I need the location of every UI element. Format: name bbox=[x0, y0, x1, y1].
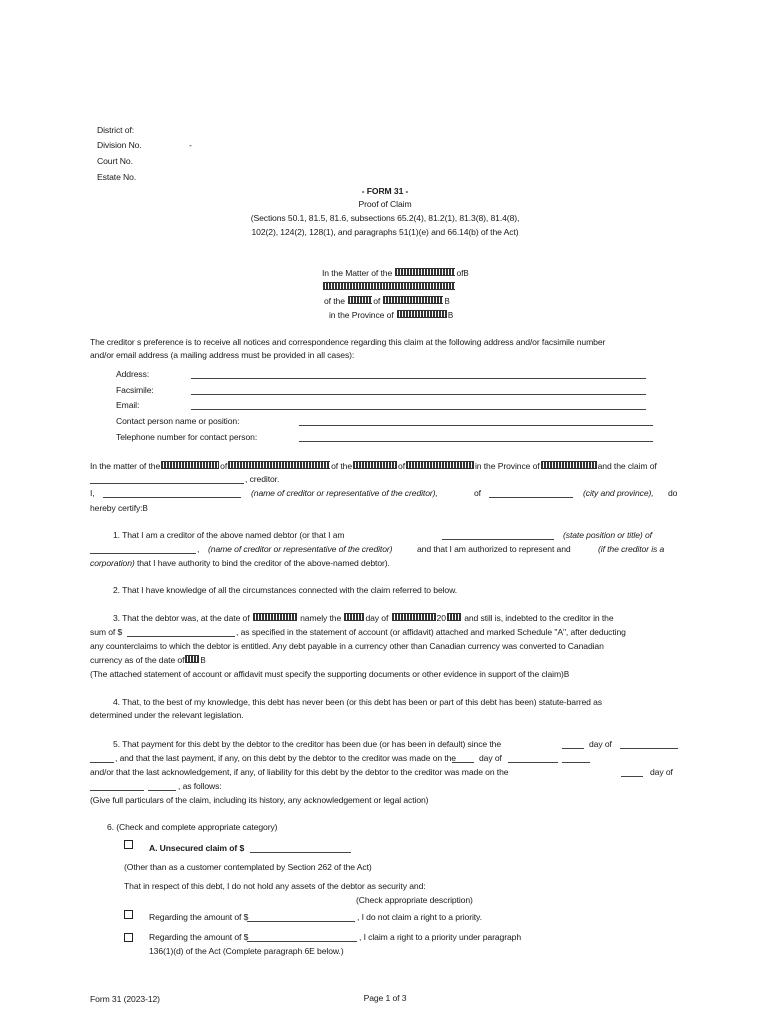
claim-of-the: of the bbox=[331, 461, 353, 471]
email-label: Email: bbox=[116, 400, 140, 410]
default-day-field[interactable] bbox=[562, 748, 584, 749]
item5-line-3: and/or that the last acknowledgement, if any, of liability for this debt by the debtor to the creditor was made on the bbox=[90, 767, 509, 777]
default-month-field[interactable] bbox=[620, 748, 678, 749]
item1-line-d: and that I am authorized to represent and bbox=[417, 544, 571, 554]
matter-of: of bbox=[456, 268, 464, 278]
check-description: (Check appropriate description) bbox=[356, 895, 473, 905]
i-city: (city and province), bbox=[583, 488, 654, 498]
default-year-field[interactable] bbox=[90, 762, 114, 763]
ack-month-field[interactable] bbox=[90, 790, 144, 791]
opt2-c: 136(1)(d) of the Act (Complete paragraph 6E below.) bbox=[149, 946, 344, 956]
division-label: Division No. bbox=[97, 140, 142, 150]
creditor-suffix: , creditor. bbox=[245, 474, 280, 484]
contact-person-label: Contact person name or position: bbox=[116, 416, 240, 426]
matter-line-4: in the Province of B bbox=[329, 310, 454, 320]
item3-b: namely the bbox=[300, 613, 342, 623]
ack-day-field[interactable] bbox=[621, 776, 643, 777]
address-field-line-2[interactable] bbox=[191, 394, 646, 395]
item3-sum-label: sum of $ bbox=[90, 627, 123, 637]
certifier-name-field[interactable] bbox=[103, 497, 241, 498]
telephone-label: Telephone number for contact person: bbox=[116, 432, 258, 442]
garbled-field bbox=[392, 613, 436, 621]
item1-line-2 bbox=[90, 558, 390, 569]
priority-amount-field[interactable] bbox=[247, 941, 357, 942]
garbled-field bbox=[541, 461, 597, 469]
payment-year-field[interactable] bbox=[562, 762, 590, 763]
priority-checkbox[interactable] bbox=[124, 933, 133, 942]
item5-dayof-2: day of bbox=[479, 753, 502, 763]
no-priority-amount-field[interactable] bbox=[247, 921, 355, 922]
item1-line-e: (if the creditor is a bbox=[598, 544, 665, 554]
item1-corporation: corporation) bbox=[90, 558, 135, 568]
unsecured-checkbox[interactable] bbox=[124, 840, 133, 849]
item4-line-2: determined under the relevant legislation. bbox=[90, 710, 244, 720]
position-field[interactable] bbox=[442, 539, 554, 540]
item1-comma: , bbox=[197, 544, 200, 554]
preference-line-2: and/or email address (a mailing address must be provided in all cases): bbox=[90, 350, 355, 360]
matter-line-3: of the of B bbox=[324, 296, 450, 306]
unsecured-respect: That in respect of this debt, I do not hold any assets of the debtor as security and: bbox=[124, 881, 426, 891]
item5-line-2: , and that the last payment, if any, on this debt by the debtor to the creditor was made on the bbox=[115, 753, 456, 763]
preference-line-1: The creditor s preference is to receive all notices and correspondence regarding this claim at the following address and/or facsimile number bbox=[90, 337, 606, 347]
form-title: Proof of Claim bbox=[358, 199, 412, 209]
garbled-field bbox=[383, 296, 443, 304]
email-field[interactable] bbox=[191, 409, 646, 410]
i-role: (name of creditor or representative of the creditor), bbox=[251, 488, 438, 498]
claim-of-2: of bbox=[398, 461, 405, 471]
footer-form: Form 31 (2023-12) bbox=[90, 994, 160, 1004]
i-do: do bbox=[668, 488, 678, 498]
matter-line-1: In the Matter of the ofB bbox=[322, 268, 469, 278]
address-field[interactable] bbox=[191, 378, 646, 379]
claim-matter-label: In the matter of the bbox=[90, 461, 161, 471]
court-label: Court No. bbox=[97, 156, 133, 166]
garbled-field bbox=[323, 282, 455, 290]
garbled-field bbox=[395, 268, 455, 276]
city-field[interactable] bbox=[489, 497, 573, 498]
contact-person-field[interactable] bbox=[299, 425, 653, 426]
item5-particulars: (Give full particulars of the claim, including its history, any acknowledgement or legal action) bbox=[90, 795, 429, 805]
item3-d: 20 bbox=[436, 613, 446, 623]
claim-of-label: and the claim of bbox=[597, 461, 657, 471]
sum-field[interactable] bbox=[127, 636, 235, 637]
item3-a: 3. That the debtor was, at the date of bbox=[113, 613, 250, 623]
garbled-field bbox=[161, 461, 219, 469]
matter-of-the: of the bbox=[324, 296, 345, 306]
opt1-b: , I do not claim a right to a priority. bbox=[357, 912, 482, 922]
telephone-field[interactable] bbox=[299, 441, 653, 442]
matter-label: In the Matter of the bbox=[322, 268, 393, 278]
matter-line-2 bbox=[322, 282, 456, 293]
ack-year-field[interactable] bbox=[148, 790, 176, 791]
matter-province: in the Province of bbox=[329, 310, 394, 320]
item2: 2. That I have knowledge of all the circumstances connected with the claim referred to below. bbox=[113, 585, 458, 595]
opt1-a: Regarding the amount of $ bbox=[149, 912, 249, 922]
item1-line-a: 1. That I am a creditor of the above named debtor (or that I am bbox=[113, 530, 345, 540]
item3-line-4: currency as of the date of B bbox=[90, 655, 206, 665]
garbled-field bbox=[253, 613, 297, 621]
item3-e: and still is, indebted to the creditor in the bbox=[464, 613, 614, 623]
creditor-field-2[interactable] bbox=[90, 553, 196, 554]
no-priority-checkbox[interactable] bbox=[124, 910, 133, 919]
payment-day-field[interactable] bbox=[452, 762, 474, 763]
item4-line-1: 4. That, to the best of my knowledge, this debt has never been (or this debt has been or part of this debt has been) statute-barred as bbox=[113, 697, 603, 707]
unsecured-amount-field[interactable] bbox=[250, 852, 351, 853]
opt2-a: Regarding the amount of $ bbox=[149, 932, 249, 942]
unsecured-title: A. Unsecured claim of $ bbox=[149, 843, 245, 853]
garbled-field bbox=[228, 461, 330, 469]
garbled-field bbox=[344, 613, 364, 621]
item5-as-follows: , as follows: bbox=[178, 781, 222, 791]
creditor-name-field[interactable] bbox=[90, 483, 244, 484]
item1-line-c: (name of creditor or representative of the creditor) bbox=[208, 544, 393, 554]
item5-line-1: 5. That payment for this debt by the debtor to the creditor has been due (or has been in default) since the bbox=[113, 739, 502, 749]
division-dash: - bbox=[189, 140, 192, 150]
item3-c: day of bbox=[365, 613, 389, 623]
garbled-field bbox=[353, 461, 397, 469]
item5-dayof-3: day of bbox=[650, 767, 673, 777]
sections-line-1: (Sections 50.1, 81.5, 81.6, subsections 65.2(4), 81.2(1), 81.3(8), 81.4(8), bbox=[250, 213, 520, 223]
item3-note: (The attached statement of account or affidavit must specify the supporting documents or other evidence in support of the claim)B bbox=[90, 669, 570, 679]
payment-month-field[interactable] bbox=[508, 762, 558, 763]
item1-line-b: (state position or title) of bbox=[563, 530, 652, 540]
form-number: - FORM 31 - bbox=[361, 186, 409, 196]
footer-page: Page 1 of 3 bbox=[363, 993, 407, 1003]
i-prefix: I, bbox=[90, 488, 95, 498]
garbled-field bbox=[185, 655, 199, 663]
item3-line-2: , as specified in the statement of account (or affidavit) attached and marked Schedule "A", after deducting bbox=[236, 627, 626, 637]
certify-line: hereby certify:B bbox=[90, 503, 148, 513]
garbled-field bbox=[447, 613, 461, 621]
garbled-field bbox=[406, 461, 474, 469]
district-label: District of: bbox=[97, 125, 134, 135]
certify-text: hereby certify: bbox=[90, 503, 143, 513]
item3-line-1 bbox=[113, 613, 614, 624]
item3-i: currency as of the date of bbox=[90, 655, 185, 665]
matter-of-2: of bbox=[373, 296, 381, 306]
address-label: Address: bbox=[116, 369, 150, 379]
unsecured-other: (Other than as a customer contemplated by Section 262 of the Act) bbox=[124, 862, 372, 872]
sections-line-2: 102(2), 124(2), 128(1), and paragraphs 51(1)(e) and 66.14(b) of the Act) bbox=[251, 227, 519, 237]
estate-label: Estate No. bbox=[97, 172, 137, 182]
i-of: of bbox=[474, 488, 481, 498]
garbled-field bbox=[348, 296, 372, 304]
facsimile-label: Facsimile: bbox=[116, 385, 154, 395]
item3-j: (The attached statement of account or affidavit must specify the supporting documents or other evidence in support of the claim) bbox=[90, 669, 564, 679]
item6-heading: 6. (Check and complete appropriate category) bbox=[107, 822, 278, 832]
claim-matter-line bbox=[90, 461, 657, 472]
claim-of-1: of bbox=[220, 461, 228, 471]
garbled-field bbox=[397, 310, 447, 318]
claim-province: in the Province of bbox=[474, 461, 540, 471]
item5-dayof-1: day of bbox=[589, 739, 612, 749]
item1-authority: that I have authority to bind the creditor of the above-named debtor). bbox=[136, 558, 390, 568]
opt2-b: , I claim a right to a priority under paragraph bbox=[359, 932, 522, 942]
item3-line-3: any counterclaims to which the debtor is entitled. Any debt payable in a currency other than Canadian currency was converted to Canadian bbox=[90, 641, 604, 651]
